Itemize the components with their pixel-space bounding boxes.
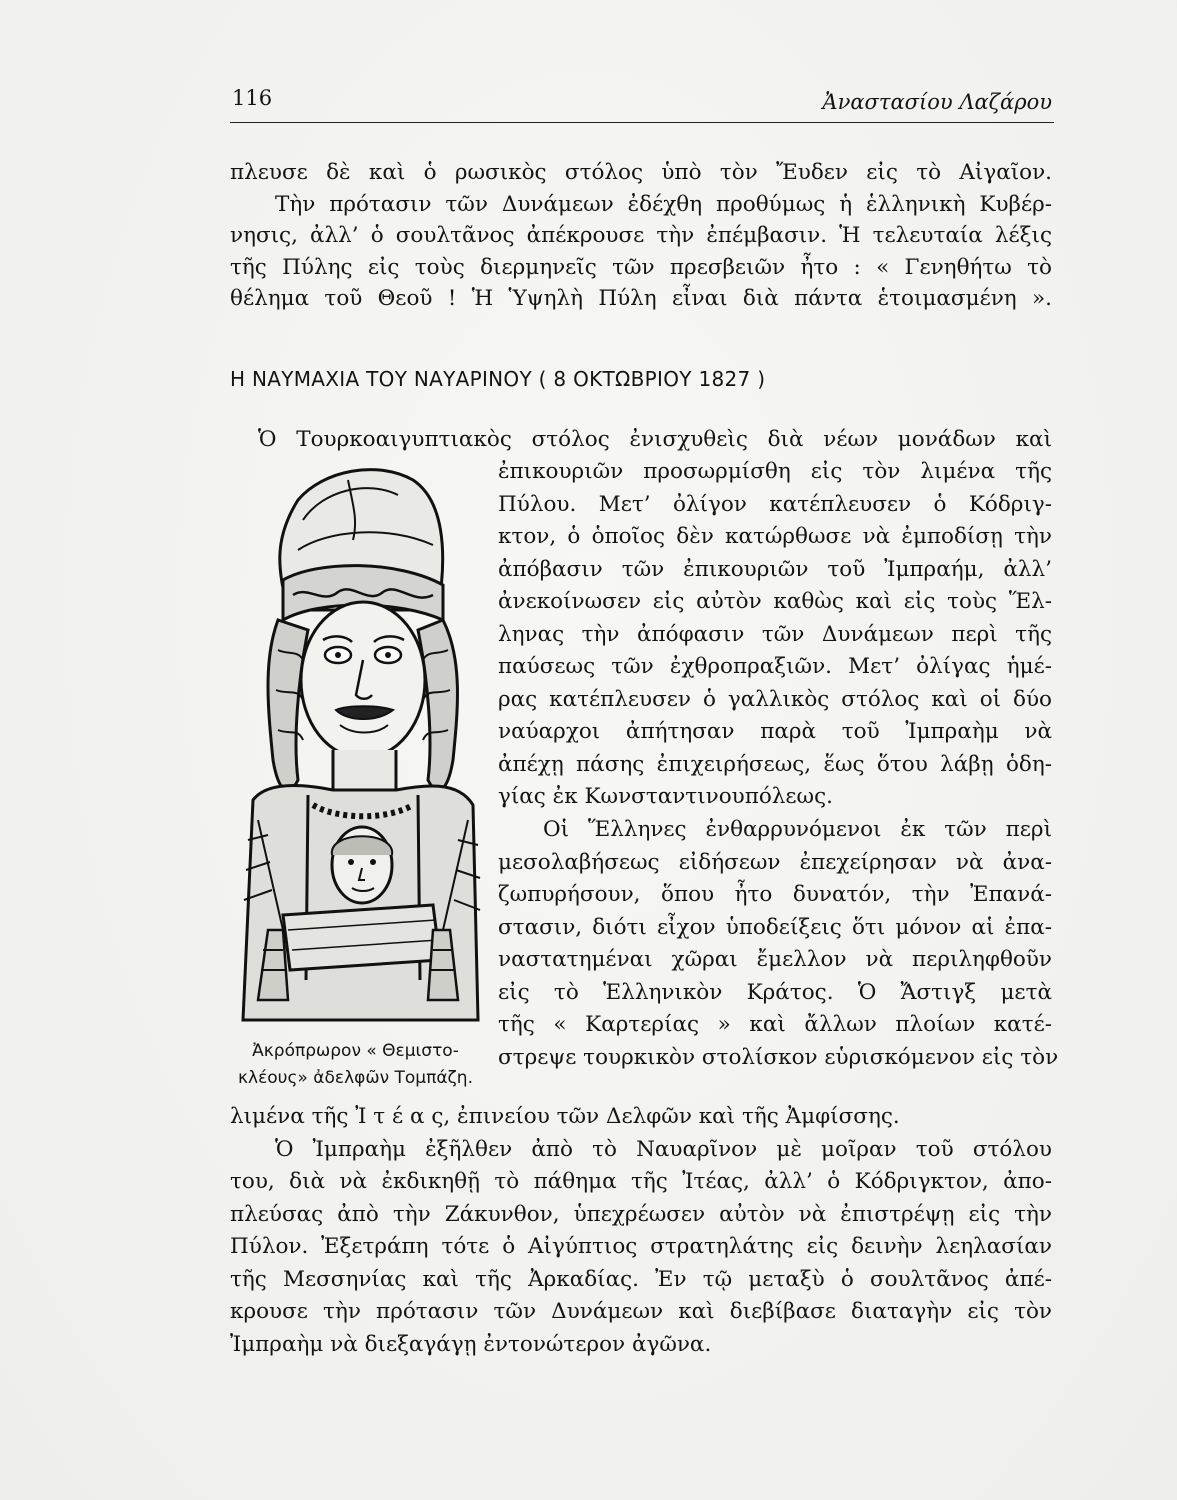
text-line: ναύαρχοι ἀπήτησαν παρὰ τοῦ Ἰμπραὴμ νὰ <box>498 719 1052 744</box>
text-line: ναστατημέναι χῶραι ἔμελλον νὰ περιληφθοῦν <box>498 947 1052 972</box>
figurehead-illustration <box>228 460 486 1030</box>
page-header <box>230 82 1054 123</box>
text-line: θέλημα τοῦ Θεοῦ ! Ἡ Ὑψηλὴ Πύλη εἶναι διὰ πάντα ἑτοιμασμένη ». <box>230 286 1052 311</box>
text-line: λιμένα τῆς Ἰ τ έ α ς, ἐπινείου τῶν Δελφῶν καὶ τῆς Ἀμφίσσης. <box>230 1104 900 1129</box>
text-line: κρουσε τὴν πρότασιν τῶν Δυνάμεων καὶ διεβίβασε διαταγὴν εἰς τὸν <box>230 1299 1052 1324</box>
text-line: ἐπικουριῶν προσωρμίσθη εἰς τὸν λιμένα τῆς <box>498 459 1052 484</box>
text-line: ἀνεκοίνωσεν εἰς αὐτὸν καθὼς καὶ εἰς τοὺς Ἕλ- <box>498 589 1052 614</box>
text-line: πλεύσας ἀπὸ τὴν Ζάκυνθον, ὑπεχρέωσεν αὐτὸν νὰ ἐπιστρέψῃ εἰς τὴν <box>230 1201 1052 1227</box>
paragraph-3-end-and-paragraph-4 <box>230 1101 1052 1361</box>
text-line: Ἰμπραὴμ νὰ διεξαγάγῃ ἐντονώτερον ἀγῶνα. <box>230 1331 712 1357</box>
text-line: ἀπόβασιν τῶν ἐπικουριῶν τοῦ Ἰμπραήμ, ἀλλ’ <box>498 556 1052 582</box>
paragraph-2-wrapped <box>498 456 1052 814</box>
text-line: Πύλον. Ἐξετράπη τότε ὁ Αἰγύπτιος στρατηλάτης εἰς δεινὴν λεηλασίαν <box>230 1234 1052 1259</box>
text-line: κτον, ὁ ὁποῖος δὲν κατώρθωσε νὰ ἐμποδίσῃ τὴν <box>498 524 1052 549</box>
figure-caption <box>218 1038 493 1092</box>
text-line: ληνας τὴν ἀπόφασιν τῶν Δυνάμεων περὶ τῆς <box>498 621 1052 647</box>
text-line: του, διὰ νὰ ἐκδικηθῇ τὸ πάθημα τῆς Ἰτέας, ἀλλ’ ὁ Κόδριγκτον, ἀπο- <box>230 1169 1052 1194</box>
text-line: εἰς τὸ Ἑλληνικὸν Κράτος. Ὁ Ἄστιγξ μετὰ <box>498 979 1052 1005</box>
text-line: νησις, ἀλλ’ ὁ σουλτᾶνος ἀπέκρουσε τὴν ἐπέμβασιν. Ἡ τελευταία λέξις <box>230 223 1052 248</box>
text-line: Ὁ Τουρκοαιγυπτιακὸς στόλος ἐνισχυθεὶς διὰ νέων μονάδων καὶ <box>258 427 1052 452</box>
text-line: παύσεως τῶν ἐχθροπραξιῶν. Μετ’ ὀλίγας ἡμέ- <box>498 654 1052 679</box>
paragraph-2-first-line <box>258 424 1052 456</box>
text-line: ζωπυρήσουν, ὅπου ἦτο δυνατόν, τὴν Ἐπανά- <box>498 882 1052 907</box>
text-line: πλευσε δὲ καὶ ὁ ρωσικὸς στόλος ὑπὸ τὸν Ἔυδεν εἰς τὸ Αἰγαῖον. <box>230 160 1052 185</box>
caption-line: κλέους» ἀδελφῶν Τομπάζη. <box>238 1068 473 1088</box>
section-heading: Η ΝΑΥΜΑΧΙΑ ΤΟΥ ΝΑΥΑΡΙΝΟΥ ( 8 ΟΚΤΩΒΡΙΟΥ 1827 ) <box>230 367 766 391</box>
text-line: στρεψε τουρκικὸν στολίσκον εὑρισκόμενον εἰς τὸν <box>498 1044 1059 1070</box>
page-number: 116 <box>232 86 273 110</box>
text-line: τῆς Πύλης εἰς τοὺς διερμηνεῖς τῶν πρεσβειῶν ἦτο : « Γενηθήτω τὸ <box>230 254 1052 280</box>
text-line: ρας κατέπλευσεν ὁ γαλλικὸς στόλος καὶ οἱ δύο <box>498 686 1052 712</box>
text-line: Οἱ Ἕλληνες ἐνθαρρυνόμενοι ἐκ τῶν περὶ <box>543 817 1052 842</box>
running-head: Ἀναστασίου Λαζάρου <box>822 90 1052 114</box>
paragraph-3-wrapped <box>498 814 1059 1074</box>
text-line: τῆς Μεσσηνίας καὶ τῆς Ἀρκαδίας. Ἐν τῷ μεταξὺ ὁ σουλτᾶνος ἀπέ- <box>230 1266 1052 1292</box>
text-line: ἀπέχῃ πάσης ἐπιχειρήσεως, ἕως ὅτου λάβῃ ὁδη- <box>498 751 1052 777</box>
caption-line: Ἀκρόπρωρον « Θεμιστο- <box>252 1041 459 1061</box>
text-line: Ὁ Ἰμπραὴμ ἐξῆλθεν ἀπὸ τὸ Ναυαρῖνον μὲ μοῖραν τοῦ στόλου <box>275 1136 1052 1162</box>
paragraph-1 <box>230 157 1052 315</box>
text-line: Τὴν πρότασιν τῶν Δυνάμεων ἐδέχθη προθύμως ἡ ἑλληνικὴ Κυβέρ- <box>275 191 1052 217</box>
figurehead-drawing <box>228 460 486 1030</box>
text-line: τῆς « Καρτερίας » καὶ ἄλλων πλοίων κατέ- <box>498 1012 1052 1037</box>
text-line: μεσολαβήσεως εἰδήσεων ἐπεχείρησαν νὰ ἀνα- <box>498 849 1052 875</box>
text-line: στασιν, διότι εἶχον ὑποδείξεις ὅτι μόνον αἱ ἐπα- <box>498 914 1052 940</box>
text-line: Πύλου. Μετ’ ὀλίγον κατέπλευσεν ὁ Κόδριγ- <box>498 491 1052 517</box>
text-line: γίας ἐκ Κωνσταντινουπόλεως. <box>498 784 833 809</box>
